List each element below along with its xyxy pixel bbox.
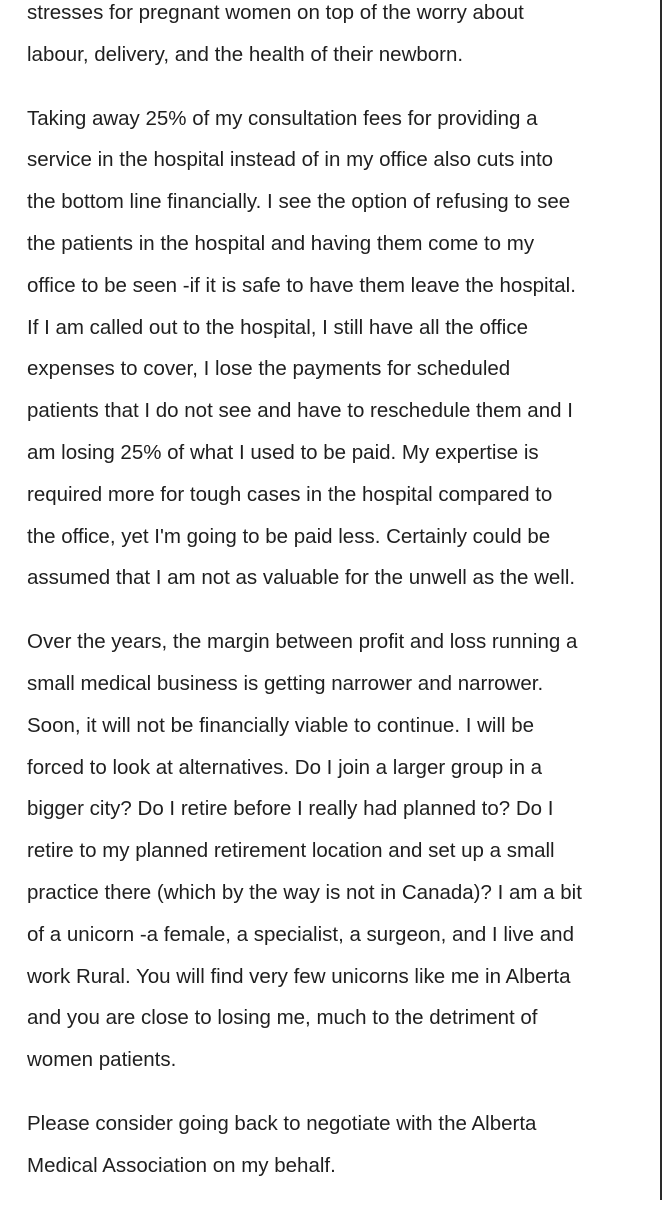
text-line: office to be seen -if it is safe to have them leave the hospital. xyxy=(27,273,576,297)
text-line: work Rural. You will find very few unicorns like me in Alberta xyxy=(27,964,571,988)
text-line: required more for tough cases in the hospital compared to xyxy=(27,482,553,506)
paragraph-1 xyxy=(27,0,647,76)
paragraph-3 xyxy=(27,621,647,1081)
text-line: forced to look at alternatives. Do I join a larger group in a xyxy=(27,755,543,779)
text-line: If I am called out to the hospital, I still have all the office xyxy=(27,315,529,339)
text-line: am losing 25% of what I used to be paid. My expertise is xyxy=(27,440,539,464)
text-line: of a unicorn -a female, a specialist, a surgeon, and I live and xyxy=(27,922,574,946)
text-line: bigger city? Do I retire before I really had planned to? Do I xyxy=(27,797,554,821)
text-line: Taking away 25% of my consultation fees for providing a xyxy=(27,106,538,130)
text-line: labour, delivery, and the health of their newborn. xyxy=(27,42,464,66)
text-line: practice there (which by the way is not in Canada)? I am a bit xyxy=(27,880,582,904)
letter-body xyxy=(27,0,647,1209)
text-line: small medical business is getting narrower and narrower. xyxy=(27,671,544,695)
text-line: patients that I do not see and have to reschedule them and I xyxy=(27,399,573,423)
text-line: the bottom line financially. I see the option of refusing to see xyxy=(27,190,571,214)
text-line: Soon, it will not be financially viable to continue. I will be xyxy=(27,713,535,737)
text-line: service in the hospital instead of in my office also cuts into xyxy=(27,148,554,172)
text-line: women patients. xyxy=(27,1048,177,1072)
text-line: Over the years, the margin between profit and loss running a xyxy=(27,630,578,654)
text-line: expenses to cover, I lose the payments for scheduled xyxy=(27,357,511,381)
paragraph-4 xyxy=(27,1103,647,1187)
text-line: Please consider going back to negotiate with the Alberta xyxy=(27,1111,537,1135)
text-line: Medical Association on my behalf. xyxy=(27,1153,336,1177)
text-line: stresses for pregnant women on top of the worry about xyxy=(27,1,524,24)
text-line: retire to my planned retirement location and set up a small xyxy=(27,839,555,863)
text-line: the office, yet I'm going to be paid less. Certainly could be xyxy=(27,524,551,548)
text-line: and you are close to losing me, much to the detriment of xyxy=(27,1006,538,1030)
text-line: assumed that I am not as valuable for the unwell as the well. xyxy=(27,566,576,590)
paragraph-2 xyxy=(27,98,647,600)
text-line: the patients in the hospital and having them come to my xyxy=(27,231,535,255)
